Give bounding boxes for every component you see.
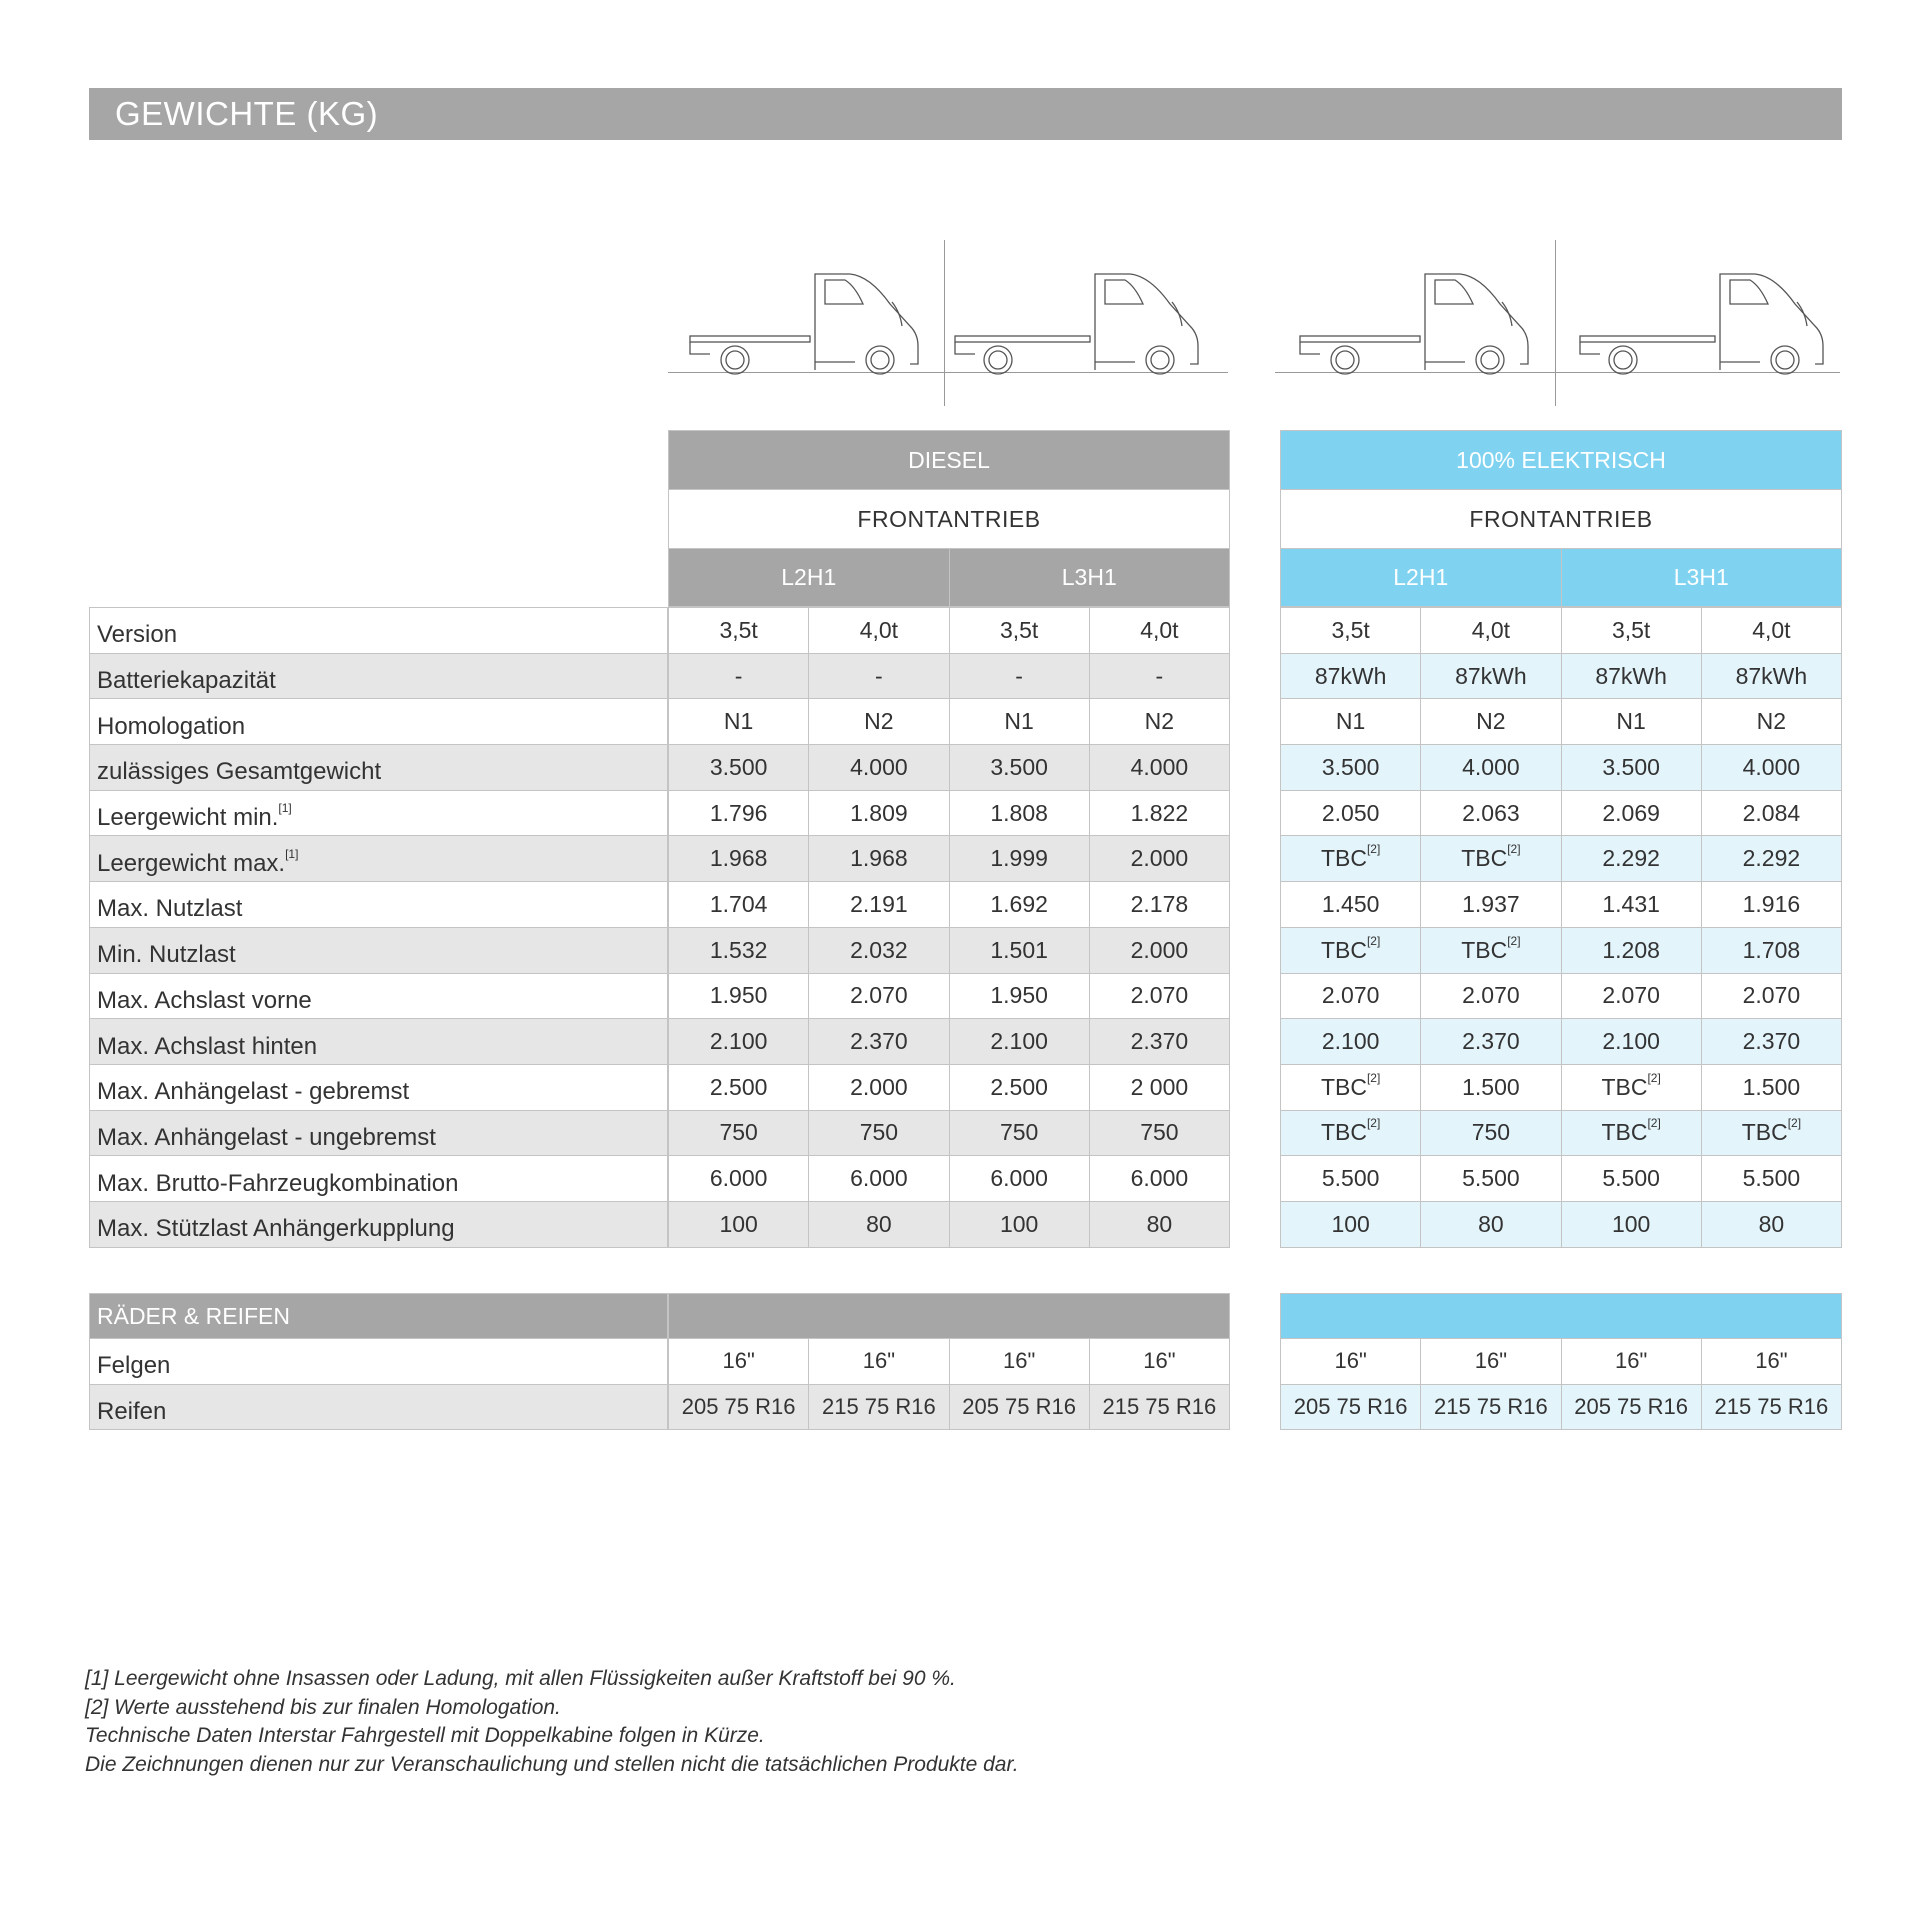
footnote: [1] Leergewicht ohne Insassen oder Ladung, mit allen Flüssigkeiten außer Kraftstoff bei 90 %.	[85, 1667, 956, 1690]
row-label	[90, 1019, 668, 1065]
divider	[1555, 240, 1556, 406]
diesel-cell: 1.950	[669, 973, 809, 1019]
table-row	[669, 1019, 1230, 1065]
electric-cell: 205 75 R16	[1281, 1384, 1421, 1430]
electric-cell	[1281, 1110, 1421, 1156]
table-row	[1281, 1156, 1842, 1202]
table-row	[90, 1064, 668, 1110]
chassis-cab-truck-icon	[1280, 262, 1540, 382]
wheels-section-bar	[1281, 1294, 1842, 1339]
table-row	[669, 1339, 1230, 1385]
electric-cell: 3.500	[1561, 745, 1701, 791]
electric-cell: 87kWh	[1281, 653, 1421, 699]
label-text: Max. Achslast hinten	[97, 1032, 318, 1060]
electric-cell: 4.000	[1701, 745, 1841, 791]
row-label	[90, 1110, 668, 1156]
electric-cell: 87kWh	[1421, 653, 1561, 699]
cell-value: TBC	[1320, 845, 1367, 872]
length-l3h1: L3H1	[949, 549, 1230, 607]
fuel-diesel: DIESEL	[669, 431, 1230, 490]
table-row	[669, 608, 1230, 654]
electric-cell: 5.500	[1281, 1156, 1421, 1202]
diesel-cell: 1.796	[669, 790, 809, 836]
table-row	[90, 1156, 668, 1202]
diesel-cell: -	[1089, 653, 1229, 699]
table-row	[90, 1110, 668, 1156]
table-row	[1281, 1339, 1842, 1385]
diesel-cell: 2 000	[1089, 1064, 1229, 1110]
table-row	[1281, 1019, 1842, 1065]
table-row	[669, 1201, 1230, 1247]
section-title: GEWICHTE (KG)	[89, 88, 1842, 140]
length-l3h1: L3H1	[1561, 549, 1842, 607]
diesel-cell: 100	[949, 1201, 1089, 1247]
electric-cell: 2.070	[1421, 973, 1561, 1019]
label-text: Leergewicht min.	[97, 804, 279, 832]
label-text: Homologation	[97, 712, 246, 740]
diesel-cell: 1.501	[949, 927, 1089, 973]
diesel-cell: 4,0t	[1089, 608, 1229, 654]
electric-cell: 2.370	[1701, 1019, 1841, 1065]
label-text: Felgen	[97, 1352, 171, 1380]
table-row	[1281, 699, 1842, 745]
electric-cell: 4.000	[1421, 745, 1561, 791]
electric-cell: 2.100	[1561, 1019, 1701, 1065]
chassis-cab-truck-icon	[670, 262, 930, 382]
diesel-cell: 80	[1089, 1201, 1229, 1247]
electric-cell: 3,5t	[1281, 608, 1421, 654]
electric-cell: 2.292	[1561, 836, 1701, 882]
diesel-cell: 2.100	[949, 1019, 1089, 1065]
row-label	[90, 882, 668, 928]
table-row	[669, 699, 1230, 745]
electric-cell: 5.500	[1421, 1156, 1561, 1202]
diesel-cell: 16"	[949, 1339, 1089, 1385]
label-text: Max. Anhängelast - ungebremst	[97, 1123, 436, 1151]
electric-cell: 215 75 R16	[1701, 1384, 1841, 1430]
diesel-cell: 2.070	[1089, 973, 1229, 1019]
label-text: Version	[97, 621, 178, 649]
diesel-cell: 1.692	[949, 882, 1089, 928]
label-text: Reifen	[97, 1398, 167, 1426]
length-l2h1: L2H1	[1281, 549, 1562, 607]
diesel-cell: 205 75 R16	[949, 1384, 1089, 1430]
diesel-cell: 3.500	[949, 745, 1089, 791]
diesel-cell: 750	[1089, 1110, 1229, 1156]
diesel-cell: 6.000	[1089, 1156, 1229, 1202]
diesel-cell: 6.000	[809, 1156, 949, 1202]
table-row	[1281, 882, 1842, 928]
electric-cell: 16"	[1281, 1339, 1421, 1385]
label-text: Max. Anhängelast - gebremst	[97, 1078, 410, 1106]
footnote-ref: [1]	[285, 846, 299, 861]
table-row	[669, 790, 1230, 836]
wheels-labels	[89, 1293, 668, 1430]
footnote-ref: [2]	[1366, 1116, 1381, 1131]
cell-value: TBC	[1461, 936, 1508, 963]
diesel-header	[668, 430, 1230, 607]
footnote-ref: [2]	[1647, 1116, 1661, 1131]
label-text: Max. Brutto-Fahrzeugkombination	[97, 1169, 459, 1197]
electric-cell: 205 75 R16	[1561, 1384, 1701, 1430]
table-row	[1281, 653, 1842, 699]
electric-cell: 2.063	[1421, 790, 1561, 836]
table-row	[90, 699, 668, 745]
table-row	[90, 1201, 668, 1247]
table-row	[90, 653, 668, 699]
cell-value: TBC	[1320, 936, 1367, 963]
footnote-ref: [2]	[1507, 842, 1521, 857]
diesel-cell: N1	[669, 699, 809, 745]
electric-cell: 87kWh	[1561, 653, 1701, 699]
electric-cell: 16"	[1701, 1339, 1841, 1385]
diesel-cell: 6.000	[949, 1156, 1089, 1202]
diesel-values	[668, 607, 1230, 1248]
diesel-cell: N2	[809, 699, 949, 745]
diesel-cell: 16"	[669, 1339, 809, 1385]
electric-cell: 80	[1421, 1201, 1561, 1247]
diesel-cell: 1.532	[669, 927, 809, 973]
drive-diesel: FRONTANTRIEB	[669, 490, 1230, 549]
diesel-cell: 2.500	[949, 1064, 1089, 1110]
diesel-cell: -	[949, 653, 1089, 699]
electric-cell: 750	[1421, 1110, 1561, 1156]
row-label	[90, 927, 668, 973]
table-row	[90, 1384, 668, 1430]
electric-cell	[1421, 836, 1561, 882]
table-row	[90, 882, 668, 928]
fuel-electric: 100% ELEKTRISCH	[1281, 431, 1842, 490]
electric-cell: N2	[1701, 699, 1841, 745]
table-row	[669, 653, 1230, 699]
row-label	[90, 1201, 668, 1247]
diesel-cell: 750	[669, 1110, 809, 1156]
table-row	[669, 882, 1230, 928]
table-row	[90, 608, 668, 654]
cell-value: TBC	[1741, 1119, 1788, 1146]
diesel-cell: 215 75 R16	[1089, 1384, 1229, 1430]
footnote-ref: [2]	[1366, 933, 1381, 948]
wheels-section-bar	[669, 1294, 1230, 1339]
table-row	[1281, 836, 1842, 882]
diesel-cell: 16"	[1089, 1339, 1229, 1385]
diesel-cell: 2.191	[809, 882, 949, 928]
diesel-cell: 1.808	[949, 790, 1089, 836]
diesel-cell: 2.000	[1089, 927, 1229, 973]
diesel-cell: 4.000	[1089, 745, 1229, 791]
diesel-cell: 2.100	[669, 1019, 809, 1065]
electric-cell	[1281, 836, 1421, 882]
diesel-cell: 80	[809, 1201, 949, 1247]
electric-cell: 1.708	[1701, 927, 1841, 973]
row-label	[90, 973, 668, 1019]
footnote: [2] Werte ausstehend bis zur finalen Homologation.	[85, 1695, 561, 1719]
electric-cell: 1.500	[1701, 1064, 1841, 1110]
diesel-cell: 215 75 R16	[809, 1384, 949, 1430]
wheels-electric	[1280, 1293, 1842, 1430]
row-label	[90, 1339, 668, 1385]
electric-cell: 100	[1281, 1201, 1421, 1247]
diesel-cell: 16"	[809, 1339, 949, 1385]
electric-cell: 100	[1561, 1201, 1701, 1247]
footnotes	[85, 1665, 1019, 1779]
row-label	[90, 1064, 668, 1110]
diesel-cell: 1.968	[809, 836, 949, 882]
table-row	[90, 1019, 668, 1065]
electric-cell: N2	[1421, 699, 1561, 745]
label-text: Max. Stützlast Anhängerkupplung	[97, 1215, 455, 1243]
electric-cell: 2.100	[1281, 1019, 1421, 1065]
electric-cell: N1	[1281, 699, 1421, 745]
table-row	[1281, 608, 1842, 654]
diesel-cell: 2.370	[809, 1019, 949, 1065]
table-row	[1281, 973, 1842, 1019]
electric-cell: 2.084	[1701, 790, 1841, 836]
table-row	[90, 836, 668, 882]
electric-cell: 4,0t	[1421, 608, 1561, 654]
row-label	[90, 653, 668, 699]
electric-cell	[1281, 1064, 1421, 1110]
electric-cell: 80	[1701, 1201, 1841, 1247]
table-row	[1281, 1110, 1842, 1156]
label-text: Leergewicht max.	[97, 849, 286, 877]
table-row	[1281, 1064, 1842, 1110]
diesel-cell: 1.999	[949, 836, 1089, 882]
diesel-cell: 1.950	[949, 973, 1089, 1019]
cell-value: TBC	[1320, 1073, 1367, 1100]
diesel-cell: 4.000	[809, 745, 949, 791]
wheels-diesel	[668, 1293, 1230, 1430]
diesel-cell: 3.500	[669, 745, 809, 791]
chassis-cab-truck-icon	[1575, 262, 1835, 382]
diesel-cell: 3,5t	[949, 608, 1089, 654]
length-l2h1: L2H1	[669, 549, 950, 607]
diesel-cell: 6.000	[669, 1156, 809, 1202]
cell-value: TBC	[1601, 1119, 1648, 1146]
table-row	[1281, 1201, 1842, 1247]
diesel-cell: 4,0t	[809, 608, 949, 654]
cell-value: TBC	[1601, 1073, 1648, 1100]
electric-cell: 2.070	[1701, 973, 1841, 1019]
table-row	[90, 973, 668, 1019]
electric-cell	[1281, 927, 1421, 973]
diesel-cell: 750	[809, 1110, 949, 1156]
diesel-cell: 1.968	[669, 836, 809, 882]
row-label	[90, 608, 668, 654]
diesel-cell: 2.178	[1089, 882, 1229, 928]
diesel-cell: 2.032	[809, 927, 949, 973]
table-row	[669, 745, 1230, 791]
diesel-cell: 1.704	[669, 882, 809, 928]
row-label	[90, 1384, 668, 1430]
footnote-ref: [2]	[1507, 933, 1521, 948]
electric-cell: 215 75 R16	[1421, 1384, 1561, 1430]
electric-cell: 1.208	[1561, 927, 1701, 973]
table-row	[1281, 745, 1842, 791]
electric-cell: 3,5t	[1561, 608, 1701, 654]
table-row	[669, 836, 1230, 882]
table-row	[90, 790, 668, 836]
row-label	[90, 1156, 668, 1202]
electric-cell: 1.937	[1421, 882, 1561, 928]
table-row	[669, 1110, 1230, 1156]
electric-cell	[1421, 927, 1561, 973]
electric-cell: 2.370	[1421, 1019, 1561, 1065]
table-row	[669, 927, 1230, 973]
table-row	[669, 1156, 1230, 1202]
electric-cell	[1701, 1110, 1841, 1156]
electric-cell: 2.050	[1281, 790, 1421, 836]
electric-cell: 1.431	[1561, 882, 1701, 928]
diesel-cell: 205 75 R16	[669, 1384, 809, 1430]
label-text: zulässiges Gesamtgewicht	[97, 758, 382, 786]
electric-cell: 2.069	[1561, 790, 1701, 836]
diesel-cell: 100	[669, 1201, 809, 1247]
electric-cell: 1.500	[1421, 1064, 1561, 1110]
diesel-cell: 2.070	[809, 973, 949, 1019]
row-label	[90, 836, 668, 882]
divider	[944, 240, 945, 406]
diesel-cell: 2.500	[669, 1064, 809, 1110]
electric-cell: 1.916	[1701, 882, 1841, 928]
table-row	[1281, 790, 1842, 836]
diesel-cell: 1.809	[809, 790, 949, 836]
diesel-cell: N1	[949, 699, 1089, 745]
electric-cell: 2.070	[1281, 973, 1421, 1019]
chassis-cab-truck-icon	[950, 262, 1210, 382]
cell-value: TBC	[1320, 1119, 1367, 1146]
electric-cell: 87kWh	[1701, 653, 1841, 699]
table-row	[1281, 1384, 1842, 1430]
diesel-cell: N2	[1089, 699, 1229, 745]
label-text: Batteriekapazität	[97, 667, 276, 695]
diesel-cell: 2.370	[1089, 1019, 1229, 1065]
electric-header	[1280, 430, 1842, 607]
footnote-ref: [2]	[1366, 1070, 1381, 1085]
row-label	[90, 745, 668, 791]
electric-cell: 2.292	[1701, 836, 1841, 882]
footnote-ref: [2]	[1366, 842, 1381, 857]
electric-cell	[1561, 1064, 1701, 1110]
electric-cell: 1.450	[1281, 882, 1421, 928]
label-text: Max. Nutzlast	[97, 895, 243, 923]
footnote-ref: [2]	[1647, 1070, 1661, 1085]
diesel-cell: 1.822	[1089, 790, 1229, 836]
footnote-ref: [1]	[278, 801, 292, 816]
table-row	[669, 973, 1230, 1019]
cell-value: TBC	[1461, 845, 1508, 872]
electric-cell: 5.500	[1561, 1156, 1701, 1202]
label-text: Max. Achslast vorne	[97, 986, 312, 1014]
diesel-cell: -	[809, 653, 949, 699]
electric-cell: 4,0t	[1701, 608, 1841, 654]
electric-cell: 3.500	[1281, 745, 1421, 791]
footnote: Die Zeichnungen dienen nur zur Veranschaulichung und stellen nicht die tatsächlichen Produkte dar.	[85, 1752, 1019, 1776]
label-text: Min. Nutzlast	[97, 941, 236, 969]
table-row	[669, 1384, 1230, 1430]
diesel-cell: 2.000	[1089, 836, 1229, 882]
table-row	[90, 927, 668, 973]
footnote: Technische Daten Interstar Fahrgestell mit Doppelkabine folgen in Kürze.	[85, 1724, 765, 1747]
footnote-ref: [2]	[1787, 1116, 1802, 1131]
row-labels	[89, 607, 668, 1248]
drive-electric: FRONTANTRIEB	[1281, 490, 1842, 549]
electric-cell: 16"	[1561, 1339, 1701, 1385]
row-label	[90, 790, 668, 836]
electric-cell	[1561, 1110, 1701, 1156]
electric-cell: 2.070	[1561, 973, 1701, 1019]
diesel-cell: 750	[949, 1110, 1089, 1156]
table-row	[669, 1064, 1230, 1110]
table-row	[90, 745, 668, 791]
electric-cell: 16"	[1421, 1339, 1561, 1385]
wheels-section-title: RÄDER & REIFEN	[90, 1294, 668, 1339]
row-label	[90, 699, 668, 745]
electric-values	[1280, 607, 1842, 1248]
electric-cell: N1	[1561, 699, 1701, 745]
electric-cell: 5.500	[1701, 1156, 1841, 1202]
diesel-cell: -	[669, 653, 809, 699]
table-row	[90, 1339, 668, 1385]
diesel-cell: 3,5t	[669, 608, 809, 654]
diesel-cell: 2.000	[809, 1064, 949, 1110]
table-row	[1281, 927, 1842, 973]
